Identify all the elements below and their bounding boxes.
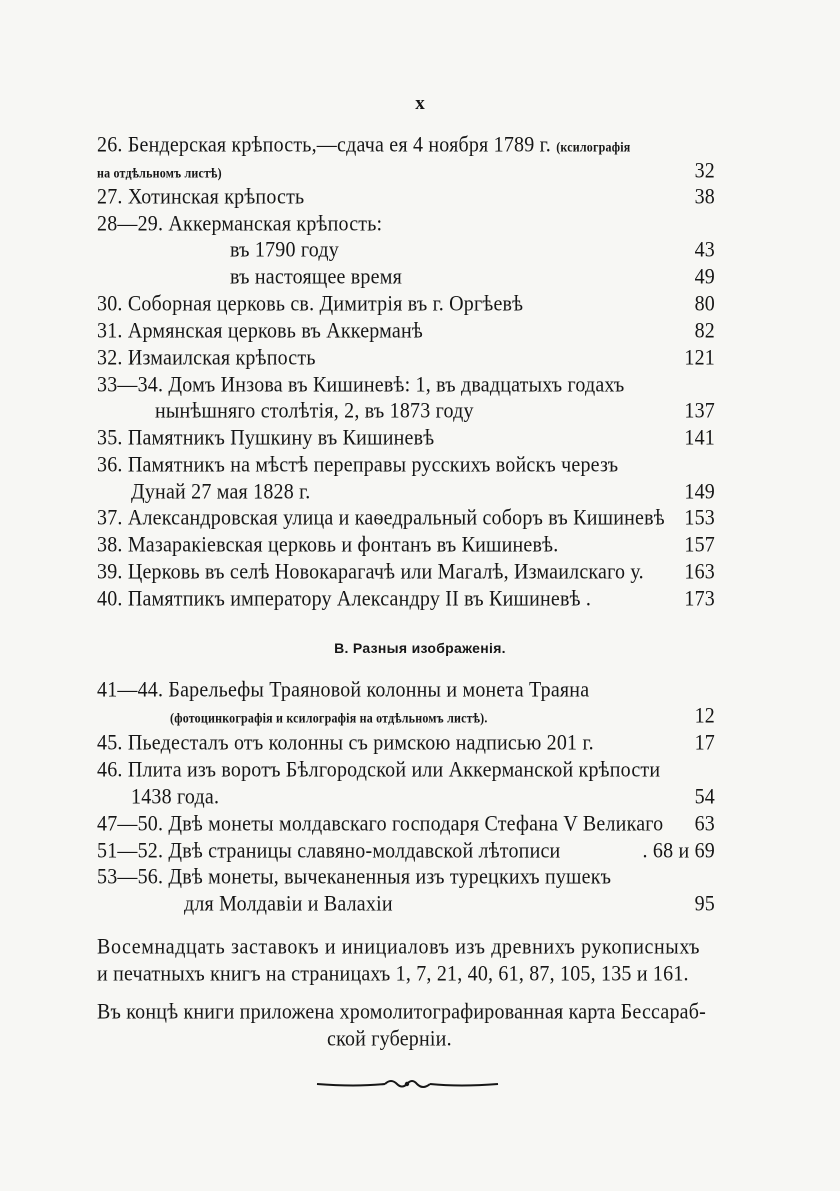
item-page: 43 [694, 237, 715, 262]
item-number: 45. [97, 730, 123, 755]
closing-text: ской губерніи. [327, 1026, 452, 1051]
item-page: 163 [684, 559, 715, 584]
item-title: Аккерманская крѣпость: [168, 211, 383, 236]
item-number: 35. [97, 425, 123, 450]
decorative-ornament [315, 1075, 500, 1093]
list-item [97, 343, 715, 372]
list-item [97, 182, 715, 211]
list-item [97, 557, 715, 586]
list-item-continuation [97, 477, 715, 506]
item-number: 33—34. [97, 372, 164, 397]
closing-paragraph-line [97, 959, 715, 988]
item-number: 31. [97, 318, 123, 343]
item-page: 17 [694, 730, 715, 755]
subitem-title: въ 1790 году [230, 237, 339, 262]
item-number: 38. [97, 532, 123, 557]
item-title: Пьедесталъ отъ колонны съ римскою надписью 201 г. [127, 730, 594, 755]
list-item [97, 862, 715, 891]
list-item [97, 423, 715, 452]
item-number: 37. [97, 505, 123, 530]
item-number: 47—50. [97, 811, 164, 836]
item-title: Бендерская крѣпость,—сдача ея 4 ноября 1789 г. [127, 132, 551, 157]
closing-paragraph-line [97, 1024, 715, 1053]
list-subitem [97, 235, 715, 264]
item-number: 26. [97, 132, 123, 157]
closing-text: Восемнадцать заставокъ и инициаловъ изъ древнихъ рукописныхъ [97, 934, 701, 959]
item-page: 12 [694, 703, 715, 728]
subitem-title: въ настоящее время [230, 264, 402, 289]
item-page: 54 [694, 784, 715, 809]
item-title: Двѣ монеты, вычеканенныя изъ турецкихъ пушекъ [168, 864, 612, 889]
item-number: 41—44. [97, 677, 164, 702]
section-heading: В. Разныя изображенія. [334, 640, 506, 656]
closing-paragraph-line [97, 997, 715, 1026]
list-item-continuation [97, 701, 715, 730]
item-page: 157 [684, 532, 715, 557]
item-title: Памятпикъ императору Александру II въ Кишиневѣ . [127, 586, 592, 611]
item-page: 80 [694, 291, 715, 316]
item-page: 32 [694, 158, 715, 183]
item-page: 141 [684, 425, 715, 450]
item-page: 137 [684, 398, 715, 423]
item-page: 149 [684, 479, 715, 504]
item-title: Церковь въ селѣ Новокарагачѣ или Магалѣ, Измаилскаго у. [127, 559, 644, 584]
item-number: 28—29. [97, 211, 164, 236]
list-item [97, 130, 715, 159]
item-number: 36. [97, 452, 123, 477]
list-item [97, 503, 715, 532]
item-number: 32. [97, 345, 123, 370]
list-item [97, 289, 715, 318]
page-number: x [415, 93, 425, 114]
item-number: 27. [97, 184, 123, 209]
item-title: Домъ Инзова въ Кишиневѣ: 1, въ двадцатыхъ годахъ [168, 372, 625, 397]
list-item-continuation [97, 889, 715, 918]
item-title-continued: нынѣшняго столѣтія, 2, въ 1873 году [155, 398, 474, 423]
closing-paragraph-line [97, 932, 715, 961]
list-subitem [97, 262, 715, 291]
list-item [97, 530, 715, 559]
item-title: Армянская церковь въ Аккерманѣ [127, 318, 423, 343]
item-title: Памятникъ на мѣстѣ переправы русскихъ войскъ черезъ [127, 452, 619, 477]
closing-text: Въ концѣ книги приложена хромолитографированная карта Бессараб- [97, 999, 706, 1024]
item-number: 30. [97, 291, 123, 316]
list-item-continuation [97, 156, 715, 185]
item-title: Двѣ монеты молдавскаго господаря Стефана V Великаго [168, 811, 664, 836]
list-item [97, 209, 715, 238]
item-page: 63 [694, 811, 715, 836]
list-item [97, 728, 715, 757]
list-item [97, 316, 715, 345]
item-title: Памятникъ Пушкину въ Кишиневѣ [127, 425, 435, 450]
list-item [97, 584, 715, 613]
item-title-continued: 1438 года. [131, 784, 220, 809]
list-item [97, 836, 715, 865]
item-title: Измаилская крѣпость [127, 345, 316, 370]
item-note-continued: (фотоцинкографія и ксилографія на отдѣльномъ листѣ). [170, 709, 488, 726]
item-number: 39. [97, 559, 123, 584]
item-number: 46. [97, 757, 123, 782]
list-item [97, 755, 715, 784]
item-note-continued: на отдѣльномъ листѣ) [97, 164, 222, 181]
item-page: 49 [694, 264, 715, 289]
item-title: Двѣ страницы славяно-молдавской лѣтописи [168, 838, 561, 863]
item-page: . 68 и 69 [642, 838, 715, 863]
item-title-continued: для Молдавіи и Валахіи [184, 891, 393, 916]
item-number: 40. [97, 586, 123, 611]
item-page: 173 [684, 586, 715, 611]
item-title: Александровская улица и каѳедральный соборъ въ Кишиневѣ [127, 505, 665, 530]
item-page: 95 [694, 891, 715, 916]
list-item-continuation [97, 782, 715, 811]
list-item-continuation [97, 396, 715, 425]
item-page: 82 [694, 318, 715, 343]
item-title: Соборная церковь св. Димитрія въ г. Оргѣевѣ [127, 291, 524, 316]
item-number: 51—52. [97, 838, 164, 863]
item-number: 53—56. [97, 864, 164, 889]
list-item [97, 450, 715, 479]
item-title: Барельефы Траяновой колонны и монета Траяна [168, 677, 590, 702]
item-title: Мазаракіевская церковь и фонтанъ въ Кишиневѣ. [127, 532, 559, 557]
list-item [97, 809, 715, 838]
item-title: Плита изъ воротъ Бѣлгородской или Аккерманской крѣпости [127, 757, 661, 782]
item-page: 38 [694, 184, 715, 209]
item-note: (ксилографія [556, 138, 631, 155]
closing-text: и печатныхъ книгъ на страницахъ 1, 7, 21, 40, 61, 87, 105, 135 и 161. [97, 961, 689, 986]
list-item [97, 675, 715, 704]
item-page: 153 [684, 505, 715, 530]
list-item [97, 370, 715, 399]
item-title: Хотинская крѣпость [127, 184, 305, 209]
item-title-continued: Дунай 27 мая 1828 г. [131, 479, 311, 504]
item-page: 121 [684, 345, 715, 370]
